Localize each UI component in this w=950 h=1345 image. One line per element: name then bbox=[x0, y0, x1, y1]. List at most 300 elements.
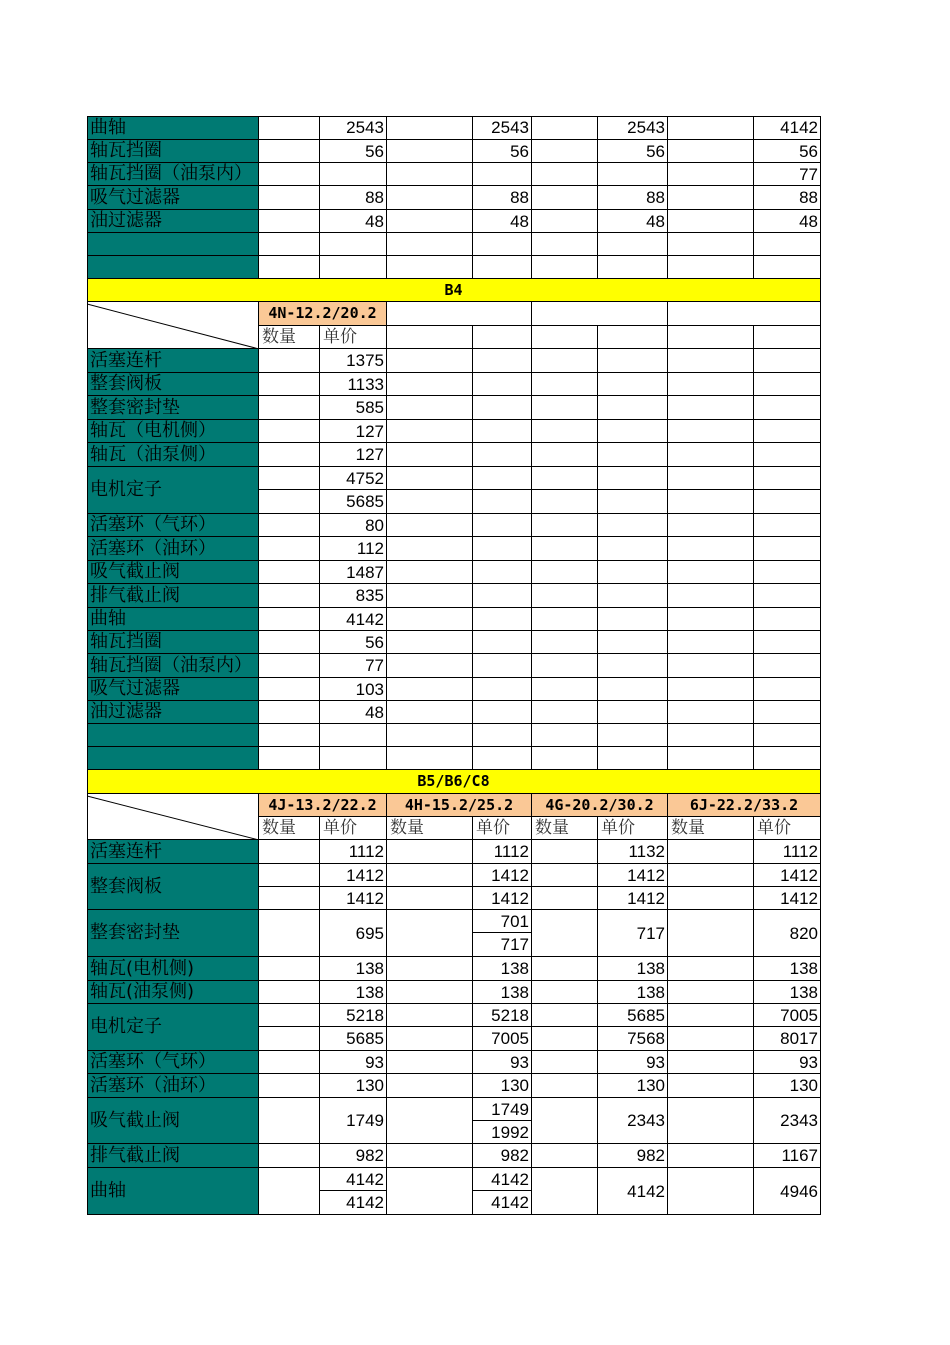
empty-cell[interactable] bbox=[473, 608, 532, 631]
empty-cell[interactable] bbox=[668, 373, 754, 396]
price-cell[interactable]: 48 bbox=[320, 701, 387, 724]
empty-cell[interactable] bbox=[320, 747, 387, 770]
empty-cell[interactable] bbox=[598, 561, 668, 584]
qty-cell[interactable] bbox=[387, 840, 473, 864]
price-cell[interactable]: 5685 bbox=[320, 490, 387, 514]
price-cell[interactable]: 7005 bbox=[754, 1004, 821, 1027]
empty-cell[interactable] bbox=[387, 396, 473, 420]
price-cell[interactable]: 717 bbox=[598, 910, 668, 957]
empty-cell[interactable] bbox=[387, 514, 473, 537]
empty-cell[interactable] bbox=[473, 514, 532, 537]
qty-cell[interactable] bbox=[387, 1144, 473, 1168]
empty-cell[interactable] bbox=[532, 514, 598, 537]
empty-cell[interactable] bbox=[598, 349, 668, 373]
empty-cell[interactable] bbox=[473, 467, 532, 490]
empty-cell[interactable] bbox=[387, 349, 473, 373]
qty-cell[interactable] bbox=[387, 1168, 473, 1215]
empty-cell[interactable] bbox=[668, 490, 754, 514]
empty-cell[interactable] bbox=[473, 584, 532, 608]
qty-cell[interactable] bbox=[532, 163, 598, 186]
price-cell[interactable]: 1167 bbox=[754, 1144, 821, 1168]
price-cell[interactable]: 88 bbox=[754, 186, 821, 210]
empty-cell[interactable] bbox=[320, 256, 387, 279]
price-cell[interactable]: 130 bbox=[754, 1074, 821, 1098]
empty-cell[interactable] bbox=[754, 631, 821, 654]
price-cell[interactable]: 48 bbox=[598, 210, 668, 233]
price-cell[interactable]: 88 bbox=[473, 186, 532, 210]
qty-cell[interactable] bbox=[259, 584, 320, 608]
price-cell[interactable]: 56 bbox=[473, 140, 532, 163]
empty-cell[interactable] bbox=[259, 233, 320, 256]
empty-cell[interactable] bbox=[668, 747, 754, 770]
price-cell[interactable]: 130 bbox=[473, 1074, 532, 1098]
price-cell[interactable]: 93 bbox=[754, 1051, 821, 1074]
qty-cell[interactable] bbox=[668, 116, 754, 140]
empty-cell[interactable] bbox=[259, 747, 320, 770]
empty-cell[interactable] bbox=[387, 233, 473, 256]
empty-cell[interactable] bbox=[754, 396, 821, 420]
price-cell[interactable]: 93 bbox=[598, 1051, 668, 1074]
empty-cell[interactable] bbox=[387, 561, 473, 584]
qty-cell[interactable] bbox=[532, 1098, 598, 1144]
empty-cell[interactable] bbox=[598, 467, 668, 490]
price-cell[interactable]: 130 bbox=[320, 1074, 387, 1098]
qty-cell[interactable] bbox=[259, 631, 320, 654]
empty-cell[interactable] bbox=[754, 724, 821, 747]
empty-cell[interactable] bbox=[387, 747, 473, 770]
empty-cell[interactable] bbox=[473, 490, 532, 514]
qty-cell[interactable] bbox=[259, 1004, 320, 1027]
qty-cell[interactable] bbox=[532, 1074, 598, 1098]
empty-cell[interactable] bbox=[387, 443, 473, 467]
empty-cell[interactable] bbox=[473, 420, 532, 443]
qty-cell[interactable] bbox=[668, 1004, 754, 1027]
price-cell[interactable]: 982 bbox=[320, 1144, 387, 1168]
price-cell[interactable]: 48 bbox=[754, 210, 821, 233]
empty-cell[interactable] bbox=[668, 678, 754, 701]
empty-cell[interactable] bbox=[668, 467, 754, 490]
price-cell[interactable]: 4752 bbox=[320, 467, 387, 490]
empty-cell[interactable] bbox=[532, 490, 598, 514]
empty-cell[interactable] bbox=[598, 631, 668, 654]
empty-cell[interactable] bbox=[387, 490, 473, 514]
qty-cell[interactable] bbox=[387, 163, 473, 186]
empty-cell[interactable] bbox=[473, 326, 532, 349]
price-cell[interactable]: 5685 bbox=[320, 1027, 387, 1051]
qty-cell[interactable] bbox=[387, 210, 473, 233]
price-cell[interactable]: 701 bbox=[473, 910, 532, 933]
empty-cell[interactable] bbox=[532, 396, 598, 420]
qty-cell[interactable] bbox=[259, 887, 320, 910]
qty-cell[interactable] bbox=[668, 1098, 754, 1144]
price-cell[interactable]: 7568 bbox=[598, 1027, 668, 1051]
empty-cell[interactable] bbox=[532, 420, 598, 443]
qty-cell[interactable] bbox=[259, 957, 320, 981]
empty-cell[interactable] bbox=[387, 584, 473, 608]
qty-cell[interactable] bbox=[259, 1144, 320, 1168]
empty-cell[interactable] bbox=[754, 514, 821, 537]
empty-cell[interactable] bbox=[598, 233, 668, 256]
empty-cell[interactable] bbox=[532, 654, 598, 678]
empty-cell[interactable] bbox=[668, 326, 754, 349]
empty-cell[interactable] bbox=[754, 608, 821, 631]
qty-cell[interactable] bbox=[259, 654, 320, 678]
price-cell[interactable]: 138 bbox=[473, 957, 532, 981]
qty-cell[interactable] bbox=[259, 420, 320, 443]
qty-cell[interactable] bbox=[668, 840, 754, 864]
empty-cell[interactable] bbox=[387, 467, 473, 490]
empty-cell[interactable] bbox=[668, 631, 754, 654]
empty-cell[interactable] bbox=[754, 233, 821, 256]
empty-cell[interactable] bbox=[754, 490, 821, 514]
qty-cell[interactable] bbox=[259, 608, 320, 631]
empty-cell[interactable] bbox=[532, 724, 598, 747]
price-cell[interactable]: 1412 bbox=[754, 887, 821, 910]
empty-cell[interactable] bbox=[598, 608, 668, 631]
price-cell[interactable]: 835 bbox=[320, 584, 387, 608]
price-cell[interactable]: 1112 bbox=[473, 840, 532, 864]
qty-cell[interactable] bbox=[259, 186, 320, 210]
qty-cell[interactable] bbox=[259, 490, 320, 514]
price-cell[interactable]: 1992 bbox=[473, 1121, 532, 1144]
empty-cell[interactable] bbox=[473, 233, 532, 256]
empty-cell[interactable] bbox=[668, 701, 754, 724]
price-cell[interactable]: 1749 bbox=[473, 1098, 532, 1121]
price-cell[interactable]: 2543 bbox=[473, 116, 532, 140]
price-cell[interactable]: 88 bbox=[320, 186, 387, 210]
empty-cell[interactable] bbox=[473, 373, 532, 396]
empty-cell[interactable] bbox=[532, 233, 598, 256]
price-cell[interactable]: 138 bbox=[320, 957, 387, 981]
price-cell[interactable]: 1412 bbox=[754, 864, 821, 887]
price-cell[interactable]: 93 bbox=[320, 1051, 387, 1074]
qty-cell[interactable] bbox=[387, 186, 473, 210]
price-cell[interactable]: 77 bbox=[320, 654, 387, 678]
empty-cell[interactable] bbox=[532, 467, 598, 490]
qty-cell[interactable] bbox=[387, 1098, 473, 1144]
price-cell[interactable]: 695 bbox=[320, 910, 387, 957]
price-cell[interactable]: 1412 bbox=[320, 887, 387, 910]
empty-cell[interactable] bbox=[668, 537, 754, 561]
qty-cell[interactable] bbox=[259, 981, 320, 1004]
empty-cell[interactable] bbox=[598, 678, 668, 701]
price-cell[interactable]: 1132 bbox=[598, 840, 668, 864]
qty-cell[interactable] bbox=[387, 981, 473, 1004]
empty-cell[interactable] bbox=[473, 654, 532, 678]
empty-cell[interactable] bbox=[473, 678, 532, 701]
empty-cell[interactable] bbox=[598, 537, 668, 561]
price-cell[interactable]: 127 bbox=[320, 420, 387, 443]
empty-cell[interactable] bbox=[387, 654, 473, 678]
price-cell[interactable]: 8017 bbox=[754, 1027, 821, 1051]
qty-cell[interactable] bbox=[668, 186, 754, 210]
empty-cell[interactable] bbox=[532, 584, 598, 608]
empty-cell[interactable] bbox=[387, 701, 473, 724]
empty-cell[interactable] bbox=[598, 584, 668, 608]
price-cell[interactable]: 4142 bbox=[473, 1168, 532, 1191]
empty-cell[interactable] bbox=[387, 724, 473, 747]
qty-cell[interactable] bbox=[387, 864, 473, 887]
price-cell[interactable]: 2343 bbox=[754, 1098, 821, 1144]
empty-cell[interactable] bbox=[598, 724, 668, 747]
price-cell[interactable]: 2543 bbox=[320, 116, 387, 140]
empty-cell[interactable] bbox=[598, 490, 668, 514]
empty-cell[interactable] bbox=[387, 608, 473, 631]
qty-cell[interactable] bbox=[668, 887, 754, 910]
price-cell[interactable]: 4946 bbox=[754, 1168, 821, 1215]
price-cell[interactable]: 130 bbox=[598, 1074, 668, 1098]
qty-cell[interactable] bbox=[259, 678, 320, 701]
empty-cell[interactable] bbox=[754, 701, 821, 724]
qty-cell[interactable] bbox=[259, 116, 320, 140]
empty-cell[interactable] bbox=[668, 608, 754, 631]
price-cell[interactable]: 982 bbox=[473, 1144, 532, 1168]
qty-cell[interactable] bbox=[532, 116, 598, 140]
price-cell[interactable]: 138 bbox=[320, 981, 387, 1004]
qty-cell[interactable] bbox=[259, 701, 320, 724]
empty-cell[interactable] bbox=[668, 256, 754, 279]
empty-cell[interactable] bbox=[598, 747, 668, 770]
qty-cell[interactable] bbox=[668, 210, 754, 233]
price-cell[interactable]: 717 bbox=[473, 933, 532, 957]
qty-cell[interactable] bbox=[387, 957, 473, 981]
qty-cell[interactable] bbox=[387, 887, 473, 910]
empty-cell[interactable] bbox=[473, 701, 532, 724]
price-cell[interactable]: 138 bbox=[754, 957, 821, 981]
qty-cell[interactable] bbox=[259, 443, 320, 467]
empty-cell[interactable] bbox=[598, 701, 668, 724]
empty-cell[interactable] bbox=[598, 654, 668, 678]
qty-cell[interactable] bbox=[387, 1074, 473, 1098]
price-cell[interactable]: 5685 bbox=[598, 1004, 668, 1027]
price-cell[interactable]: 1112 bbox=[754, 840, 821, 864]
empty-cell[interactable] bbox=[754, 467, 821, 490]
empty-cell[interactable] bbox=[598, 326, 668, 349]
qty-cell[interactable] bbox=[532, 1004, 598, 1027]
price-cell[interactable]: 2343 bbox=[598, 1098, 668, 1144]
empty-cell[interactable] bbox=[532, 537, 598, 561]
qty-cell[interactable] bbox=[259, 210, 320, 233]
empty-cell[interactable] bbox=[668, 420, 754, 443]
qty-cell[interactable] bbox=[259, 1098, 320, 1144]
empty-cell[interactable] bbox=[532, 747, 598, 770]
qty-cell[interactable] bbox=[259, 349, 320, 373]
price-cell[interactable]: 56 bbox=[320, 631, 387, 654]
qty-cell[interactable] bbox=[532, 864, 598, 887]
empty-cell[interactable] bbox=[668, 396, 754, 420]
qty-cell[interactable] bbox=[259, 561, 320, 584]
empty-cell[interactable] bbox=[668, 514, 754, 537]
empty-cell[interactable] bbox=[668, 443, 754, 467]
qty-cell[interactable] bbox=[259, 140, 320, 163]
price-cell[interactable] bbox=[598, 163, 668, 186]
price-cell[interactable]: 56 bbox=[320, 140, 387, 163]
price-cell[interactable]: 1412 bbox=[473, 887, 532, 910]
price-cell[interactable]: 1412 bbox=[473, 864, 532, 887]
empty-cell[interactable] bbox=[473, 537, 532, 561]
price-cell[interactable]: 1412 bbox=[320, 864, 387, 887]
qty-cell[interactable] bbox=[532, 1168, 598, 1215]
qty-cell[interactable] bbox=[668, 864, 754, 887]
price-cell[interactable]: 5218 bbox=[473, 1004, 532, 1027]
qty-cell[interactable] bbox=[259, 840, 320, 864]
empty-cell[interactable] bbox=[754, 654, 821, 678]
price-cell[interactable]: 1412 bbox=[598, 887, 668, 910]
empty-cell[interactable] bbox=[668, 233, 754, 256]
qty-cell[interactable] bbox=[387, 910, 473, 957]
empty-cell[interactable] bbox=[754, 747, 821, 770]
qty-cell[interactable] bbox=[259, 467, 320, 490]
price-cell[interactable]: 138 bbox=[754, 981, 821, 1004]
empty-cell[interactable] bbox=[598, 396, 668, 420]
qty-cell[interactable] bbox=[668, 163, 754, 186]
empty-cell[interactable] bbox=[598, 420, 668, 443]
empty-cell[interactable] bbox=[387, 256, 473, 279]
price-cell[interactable]: 1375 bbox=[320, 349, 387, 373]
qty-cell[interactable] bbox=[259, 1074, 320, 1098]
qty-cell[interactable] bbox=[668, 910, 754, 957]
empty-cell[interactable] bbox=[532, 701, 598, 724]
qty-cell[interactable] bbox=[668, 1168, 754, 1215]
qty-cell[interactable] bbox=[668, 1051, 754, 1074]
price-cell[interactable]: 4142 bbox=[320, 1168, 387, 1191]
empty-cell[interactable] bbox=[473, 349, 532, 373]
price-cell[interactable] bbox=[473, 163, 532, 186]
qty-cell[interactable] bbox=[532, 140, 598, 163]
price-cell[interactable]: 7005 bbox=[473, 1027, 532, 1051]
qty-cell[interactable] bbox=[387, 1004, 473, 1027]
empty-cell[interactable] bbox=[668, 561, 754, 584]
empty-cell[interactable] bbox=[598, 373, 668, 396]
empty-cell[interactable] bbox=[754, 256, 821, 279]
price-cell[interactable]: 1487 bbox=[320, 561, 387, 584]
price-cell[interactable]: 127 bbox=[320, 443, 387, 467]
price-cell[interactable]: 820 bbox=[754, 910, 821, 957]
price-cell[interactable]: 4142 bbox=[473, 1191, 532, 1215]
price-cell[interactable]: 1412 bbox=[598, 864, 668, 887]
price-cell[interactable]: 103 bbox=[320, 678, 387, 701]
empty-cell[interactable] bbox=[754, 326, 821, 349]
price-cell[interactable]: 1112 bbox=[320, 840, 387, 864]
empty-cell[interactable] bbox=[387, 537, 473, 561]
qty-cell[interactable] bbox=[532, 840, 598, 864]
price-cell[interactable]: 2543 bbox=[598, 116, 668, 140]
empty-cell[interactable] bbox=[668, 584, 754, 608]
empty-cell[interactable] bbox=[473, 724, 532, 747]
price-cell[interactable]: 5218 bbox=[320, 1004, 387, 1027]
price-cell[interactable]: 56 bbox=[598, 140, 668, 163]
price-cell[interactable]: 1133 bbox=[320, 373, 387, 396]
price-cell[interactable]: 88 bbox=[598, 186, 668, 210]
empty-cell[interactable] bbox=[532, 631, 598, 654]
qty-cell[interactable] bbox=[259, 537, 320, 561]
qty-cell[interactable] bbox=[259, 1168, 320, 1215]
price-cell[interactable]: 77 bbox=[754, 163, 821, 186]
empty-cell[interactable] bbox=[473, 256, 532, 279]
empty-cell[interactable] bbox=[387, 420, 473, 443]
empty-cell[interactable] bbox=[473, 631, 532, 654]
empty-cell[interactable] bbox=[473, 396, 532, 420]
empty-cell[interactable] bbox=[754, 420, 821, 443]
empty-cell[interactable] bbox=[387, 373, 473, 396]
qty-cell[interactable] bbox=[532, 1027, 598, 1051]
price-cell[interactable]: 138 bbox=[473, 981, 532, 1004]
qty-cell[interactable] bbox=[259, 1027, 320, 1051]
qty-cell[interactable] bbox=[259, 864, 320, 887]
qty-cell[interactable] bbox=[259, 373, 320, 396]
empty-cell[interactable] bbox=[754, 443, 821, 467]
empty-cell[interactable] bbox=[532, 326, 598, 349]
empty-cell[interactable] bbox=[532, 561, 598, 584]
empty-cell[interactable] bbox=[598, 256, 668, 279]
price-cell[interactable]: 4142 bbox=[320, 608, 387, 631]
empty-cell[interactable] bbox=[754, 349, 821, 373]
qty-cell[interactable] bbox=[387, 140, 473, 163]
empty-cell[interactable] bbox=[532, 256, 598, 279]
empty-cell[interactable] bbox=[473, 443, 532, 467]
empty-cell[interactable] bbox=[598, 514, 668, 537]
qty-cell[interactable] bbox=[668, 140, 754, 163]
qty-cell[interactable] bbox=[259, 396, 320, 420]
empty-cell[interactable] bbox=[754, 561, 821, 584]
empty-cell[interactable] bbox=[754, 678, 821, 701]
empty-cell[interactable] bbox=[259, 256, 320, 279]
empty-cell[interactable] bbox=[473, 747, 532, 770]
qty-cell[interactable] bbox=[668, 981, 754, 1004]
qty-cell[interactable] bbox=[532, 210, 598, 233]
price-cell[interactable]: 4142 bbox=[320, 1191, 387, 1215]
empty-cell[interactable] bbox=[598, 443, 668, 467]
empty-cell[interactable] bbox=[387, 326, 473, 349]
empty-cell[interactable] bbox=[320, 724, 387, 747]
qty-cell[interactable] bbox=[532, 1144, 598, 1168]
price-cell[interactable]: 48 bbox=[473, 210, 532, 233]
price-cell[interactable] bbox=[320, 163, 387, 186]
empty-cell[interactable] bbox=[668, 654, 754, 678]
qty-cell[interactable] bbox=[532, 910, 598, 957]
qty-cell[interactable] bbox=[387, 1051, 473, 1074]
qty-cell[interactable] bbox=[259, 910, 320, 957]
qty-cell[interactable] bbox=[532, 1051, 598, 1074]
price-cell[interactable]: 93 bbox=[473, 1051, 532, 1074]
price-cell[interactable]: 138 bbox=[598, 981, 668, 1004]
price-cell[interactable]: 48 bbox=[320, 210, 387, 233]
qty-cell[interactable] bbox=[259, 163, 320, 186]
empty-cell[interactable] bbox=[320, 233, 387, 256]
empty-cell[interactable] bbox=[387, 631, 473, 654]
empty-cell[interactable] bbox=[668, 724, 754, 747]
qty-cell[interactable] bbox=[668, 1074, 754, 1098]
qty-cell[interactable] bbox=[668, 1144, 754, 1168]
empty-cell[interactable] bbox=[532, 608, 598, 631]
empty-cell[interactable] bbox=[532, 678, 598, 701]
price-cell[interactable]: 1749 bbox=[320, 1098, 387, 1144]
empty-cell[interactable] bbox=[754, 373, 821, 396]
qty-cell[interactable] bbox=[668, 1027, 754, 1051]
empty-cell[interactable] bbox=[532, 373, 598, 396]
price-cell[interactable]: 4142 bbox=[598, 1168, 668, 1215]
qty-cell[interactable] bbox=[532, 981, 598, 1004]
qty-cell[interactable] bbox=[259, 1051, 320, 1074]
empty-cell[interactable] bbox=[532, 443, 598, 467]
qty-cell[interactable] bbox=[668, 957, 754, 981]
empty-cell[interactable] bbox=[473, 561, 532, 584]
price-cell[interactable]: 56 bbox=[754, 140, 821, 163]
empty-cell[interactable] bbox=[387, 678, 473, 701]
empty-cell[interactable] bbox=[668, 349, 754, 373]
qty-cell[interactable] bbox=[259, 514, 320, 537]
qty-cell[interactable] bbox=[532, 186, 598, 210]
